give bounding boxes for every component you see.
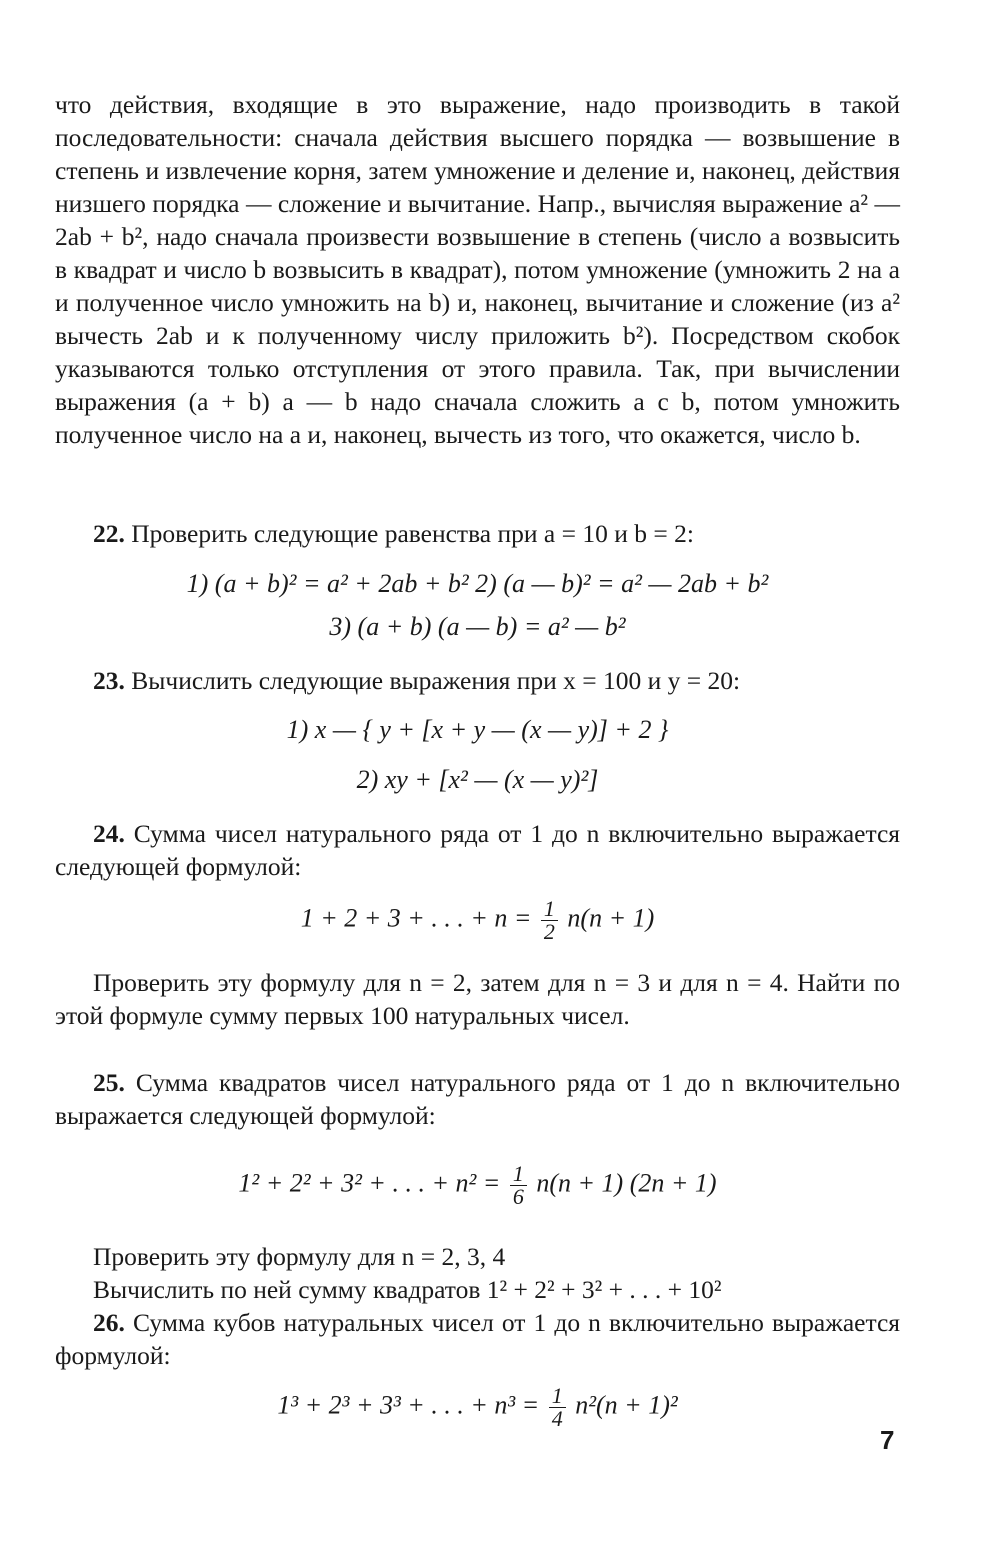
formula-22-1: 1) (a + b)² = a² + 2ab + b² 2) (a — b)² = a² — 2ab + b² <box>186 569 769 598</box>
problem-text: Сумма квадратов чисел натурального ряда от 1 до n включительно выражается следующей формулой: <box>55 1068 900 1130</box>
problem-22 <box>55 517 900 550</box>
formula-23-2: 2) xy + [x² — (x — y)²] <box>356 765 599 794</box>
problem-25-lines: Проверить эту формулу для n = 2, 3, 4 Вычислить по ней сумму квадратов 1² + 2² + 3² + . . . + 10² <box>93 1242 722 1304</box>
page-number: 7 <box>880 1425 895 1455</box>
problem-text: Сумма чисел натурального ряда от 1 до n включительно выражается следующей формулой: <box>55 819 901 881</box>
problem-24-continued: Проверить эту формулу для n = 2, затем для n = 3 и для n = 4. Найти по этой формуле сумму первых 100 натуральных чисел. <box>55 968 900 1030</box>
formula-23-1: 1) x — { y + [x + y — (x — y)] + 2 } <box>286 715 669 744</box>
problem-23 <box>55 664 900 697</box>
problem-number: 25. <box>93 1068 125 1097</box>
intro-paragraph <box>55 88 900 451</box>
fraction: $\frac{1}{6}$ <box>510 1163 527 1208</box>
intro-text: что действия, входящие в это выражение, надо производить в такой последовательности: сначала действия высшего порядка — возвышение в степень и извлечение корня, затем умножение и деление и, наконец, действия низшего порядка — сложение и вычитание. Напр., вычисляя выражение a² — 2ab + b², надо сначала произвести возвышение в степень (число a возвысить в квадрат и число b возвысить в квадрат), потом умножение (умножить 2 на a и полученное число умножить на b) и, наконец, вычитание и сложение (из a² вычесть 2ab и к полученному числу приложить b²). Посредством скобок указываются только отступления от этого правила. Так, при вычислении выражения (a + b) a — b надо сначала сложить a с b, потом умножить полученное число на a и, наконец, вычесть из того, что окажется, число b. <box>55 90 900 449</box>
problem-number: 22. <box>93 519 125 548</box>
problem-number: 26. <box>93 1308 125 1337</box>
problem-text: Проверить следующие равенства при a = 10 и b = 2: <box>131 519 694 548</box>
problem-24 <box>55 817 900 883</box>
problem-number: 23. <box>93 666 125 695</box>
formula-22-2: 3) (a + b) (a — b) = a² — b² <box>329 612 626 641</box>
problem-number: 24. <box>93 819 125 848</box>
formula-25: 1² + 2² + 3² + . . . + n² = $\frac{1}{6}$ n(n + 1) (2n + 1) <box>238 1161 717 1209</box>
fraction: $\frac{1}{2}$ <box>541 898 558 943</box>
formula-24: 1 + 2 + 3 + . . . + n = $\frac{1}{2}$ n(n + 1) <box>300 896 655 944</box>
problem-text: Сумма кубов натуральных чисел от 1 до n включительно выражается формулой: <box>55 1308 901 1370</box>
problem-26 <box>55 1306 900 1372</box>
formula-26: 1³ + 2³ + 3³ + . . . + n³ = $\frac{1}{4}$ n²(n + 1)² <box>277 1383 678 1431</box>
fraction: $\frac{1}{4}$ <box>549 1385 566 1430</box>
problem-text: Вычислить следующие выражения при x = 100 и y = 20: <box>131 666 741 695</box>
problem-25 <box>55 1066 900 1132</box>
